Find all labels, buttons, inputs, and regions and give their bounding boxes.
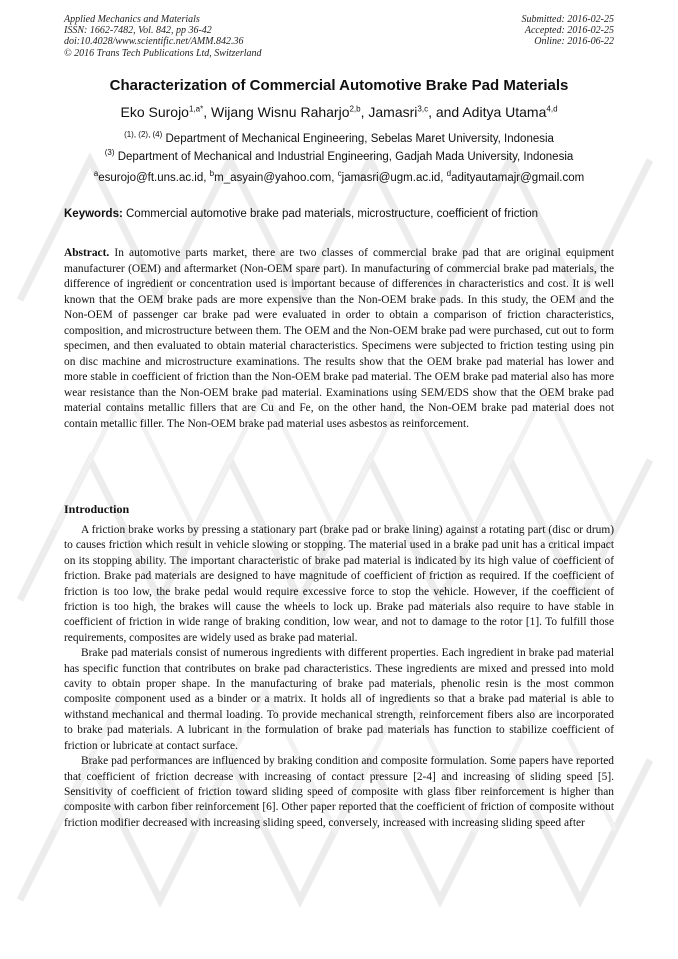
- paragraph: Brake pad materials consist of numerous ingredients with different properties. Each ingredient in brake pad material has specific function that contributes on brake pad characteristics. These ingredients are mixed and pressed into mold cavity to obtain proper shape. In the manufacturing of brake pad materials, phenolic resin is the most common composite component used as a binder or a matrix. It holds all of ingredients so that a brake pad material is able to withstand mechanical and thermal loading. To provide mechanical strength, reinforcement fibers also are incorporated to brake pad materials. A lubricant in the formulation of brake pad materials has function to stabilize coefficient of friction or lubricate at contact surface.: [64, 647, 614, 752]
- doi: doi:10.4028/www.scientific.net/AMM.842.36: [64, 36, 244, 48]
- email-link[interactable]: esurojo@ft.uns.ac.id,: [98, 172, 210, 184]
- publication-dates: [522, 14, 615, 48]
- journal-name: Applied Mechanics and Materials: [64, 14, 200, 25]
- copyright: © 2016 Trans Tech Publications Ltd, Switzerland: [64, 47, 262, 59]
- email-superscript: a: [93, 169, 99, 179]
- keywords-label: Keywords:: [64, 208, 123, 220]
- author-name: Aditya Utama: [462, 104, 547, 120]
- author-superscript: 1,a*: [188, 104, 204, 114]
- author-list: [30, 104, 648, 120]
- journal-info: [64, 14, 262, 59]
- email-superscript: b: [209, 169, 215, 179]
- section-heading-introduction: Introduction: [64, 502, 130, 516]
- submitted-date: Submitted: 2016-02-25: [521, 14, 614, 25]
- email-link[interactable]: adityautamajr@gmail.com: [451, 172, 585, 184]
- paragraph: Brake pad performances are influenced by braking condition and composite formulation. Some papers have reported that coefficient of friction decrease with increasing of contact pressure [2-4] and increasing of sliding speed [5]. Sensitivity of coefficient of friction toward sliding speed of composite with glass fiber reinforcement is higher than composite with carbon fiber reinforcement [6]. Other paper reported that the coefficient of friction of composite without friction modifier decreased with increasing sliding speed, conversely, increased with increasing sliding speed after: [64, 755, 614, 829]
- author-superscript: 4,d: [546, 104, 558, 114]
- accepted-date: Accepted: 2016-02-25: [524, 25, 614, 37]
- author-name: Eko Surojo: [120, 104, 189, 120]
- abstract-text: In automotive parts market, there are two classes of commercial brake pad that are original equipment manufacturer (OEM) and aftermarket (Non-OEM spare part). In manufacturing of commercial brake pad materials, the difference of ingredient or concentration used is important because of differences in characteristics and cost. It is well known that the OEM brake pads are more expensive than the Non-OEM brake pads. In this study, the OEM and the Non-OEM of passenger car brake pad were evaluated in order to obtain a comparison of friction characteristics, composition, and microstructure between them. The OEM and the Non-OEM brake pad were purchased, cut out to form specimen, and then evaluated to obtain material characteristics. Specimens were subjected to friction testing using pin on disc machine and microstructure examinations. The results show that the OEM brake pad material has lower and more stable in coefficient of friction than the Non-OEM brake pad material. The OEM brake pad material also has more wear resistance than the Non-OEM brake pad material. Examinations using SEM/EDS show that the OEM brake pad material contains metallic fillers that are Cu and Fe, on the other hand, the Non-OEM brake pad material does not contain metallic filler. The Non-OEM brake pad material uses asbestos as reinforcement.: [64, 247, 614, 430]
- author-separator: , and: [428, 104, 463, 120]
- author-superscript: 2,b: [349, 104, 361, 114]
- email-superscript: c: [337, 169, 342, 179]
- email-list: [30, 169, 648, 184]
- online-date: Online: 2016-06-22: [534, 36, 614, 48]
- affiliation-superscript: (3): [104, 148, 115, 158]
- email-superscript: d: [446, 169, 452, 179]
- author-superscript: 3,c: [417, 104, 429, 114]
- author-separator: ,: [360, 104, 369, 120]
- affiliation-text: Department of Mechanical Engineering, Sebelas Maret University, Indonesia: [165, 133, 554, 145]
- affiliation: [30, 130, 648, 145]
- paper-title: Characterization of Commercial Automotive Brake Pad Materials: [109, 77, 569, 94]
- affiliation-text: Department of Mechanical and Industrial Engineering, Gadjah Mada University, Indonesia: [117, 151, 574, 163]
- author-separator: ,: [203, 104, 211, 120]
- keywords-text: Commercial automotive brake pad materials, microstructure, coefficient of friction: [122, 208, 539, 220]
- keywords: [64, 208, 624, 220]
- email-link[interactable]: jamasri@ugm.ac.id,: [341, 172, 447, 184]
- affiliation-superscript: (1), (2), (4): [124, 130, 163, 140]
- paragraph: A friction brake works by pressing a stationary part (brake pad or brake lining) against a rotating part (disc or drum) to causes friction which result in vehicle slowing or stopping. The material used in a brake pad unit has a critical impact on its stopping ability. The important characteristic of brake pad material is indicated by its high value of coefficient of friction. Brake pad materials are designed to have magnitude of coefficient of friction as required. If the coefficient of friction is too low, the brake pedal would require excessive force to stop the vehicle. However, if the coefficient of friction is too high, the brakes will cause the wheels to lock up. Brake pad materials also require to have stable in coefficient of friction in wide range of braking condition, low wear, and not to damage to the rotor [1]. To fulfill those requirements, composites are widely used as brake pad material.: [64, 524, 614, 644]
- issn: ISSN: 1662-7482, Vol. 842, pp 36-42: [64, 25, 212, 37]
- introduction-body: [64, 523, 614, 831]
- abstract-label: Abstract.: [64, 247, 110, 259]
- affiliation: [30, 148, 648, 163]
- email-link[interactable]: m_asyain@yahoo.com,: [214, 172, 338, 184]
- author-name: Wijang Wisnu Raharjo: [210, 104, 350, 120]
- author-name: Jamasri: [368, 104, 418, 120]
- abstract: [64, 246, 614, 432]
